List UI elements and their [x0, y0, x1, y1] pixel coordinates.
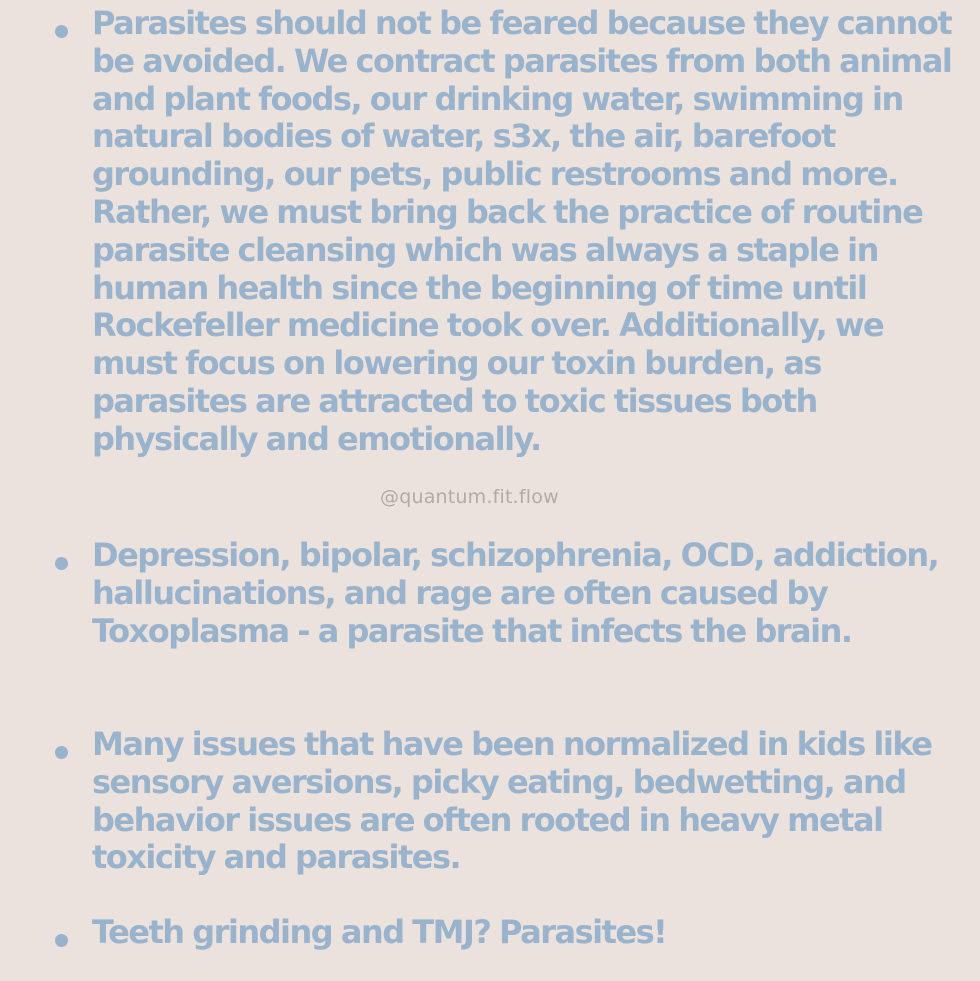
bullet-text: Teeth grinding and TMJ? Parasites! — [92, 913, 667, 951]
bullet-item-toxoplasma — [92, 537, 972, 650]
bullet-text: Parasites should not be feared because they cannot be avoided. We contract parasites from both animal and plant foods, our drinking water, swimming in natural bodies of water, s3x, the air, barefoot grounding, our pets, public restrooms and more. Rather, we must bring back the practice of routine parasite cleansing which was always a staple in human health since the beginning of time until Rockefeller medicine took over. Additionally, we must focus on lowering our toxin burden, as parasites are attracted to toxic tissues both physically and emotionally. — [92, 4, 952, 458]
bullet-text: Many issues that have been normalized in kids like sensory aversions, picky eating, bedwetting, and behavior issues are often rooted in heavy metal toxicity and parasites. — [92, 725, 932, 877]
bullet-dot-icon — [55, 557, 68, 570]
bullet-dot-icon — [55, 746, 68, 759]
bullet-dot-icon — [55, 934, 68, 947]
bullet-item-kids-issues — [92, 726, 972, 877]
watermark-handle: @quantum.fit.flow — [380, 486, 559, 508]
bullet-item-parasites-unavoidable — [92, 5, 972, 459]
bullet-text: Depression, bipolar, schizophrenia, OCD, addiction, hallucinations, and rage are often caused by Toxoplasma - a parasite that infects the brain. — [92, 536, 939, 650]
bullet-dot-icon — [55, 25, 68, 38]
bullet-item-teeth-grinding — [92, 914, 972, 952]
